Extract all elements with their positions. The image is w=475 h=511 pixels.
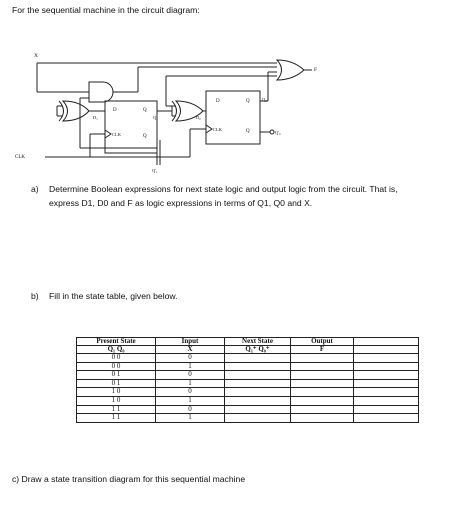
part-b-label: b) [31,291,39,301]
present-state-cell: 1 1 [77,414,156,423]
extra-cell [354,414,419,423]
ff1-d-pin: D [216,99,220,104]
output-cell[interactable] [291,362,354,371]
present-state-cell: 0 0 [77,362,156,371]
header-next-state: Next State [225,338,291,346]
next-state-cell[interactable] [225,354,291,363]
ff0-q-pin: Q [143,108,147,113]
input-cell: 1 [156,396,225,405]
extra-cell [354,354,419,363]
state-table [76,337,419,423]
table-row [77,379,419,388]
problem-prompt: For the sequential machine in the circuit diagram: [12,5,200,15]
output-cell[interactable] [291,405,354,414]
part-b-text: Fill in the state table, given below. [49,291,178,301]
ff0-q-out: Q₁ [153,115,158,120]
part-a-line2: express D1, D0 and F as logic expressions in terms of Q1, Q0 and X. [49,198,313,208]
clk-input-label: CLK [15,155,25,160]
table-row [77,414,419,423]
present-state-cell: 1 0 [77,396,156,405]
output-cell[interactable] [291,379,354,388]
table-row [77,405,419,414]
present-state-cell: 1 0 [77,388,156,397]
next-state-cell[interactable] [225,414,291,423]
subheader-empty [354,346,419,354]
extra-cell [354,371,419,380]
ff0-d-pin: D [113,108,117,113]
table-row [77,362,419,371]
present-state-cell: 0 1 [77,379,156,388]
f-output-label: F [314,67,318,73]
input-cell: 0 [156,354,225,363]
input-cell: 0 [156,388,225,397]
ff0-clk-pin: CLK [112,132,121,137]
x-input-label: X [34,53,38,59]
input-cell: 1 [156,414,225,423]
subheader-next: Q₁⁺ Q₀⁺ [225,346,291,354]
next-state-cell[interactable] [225,396,291,405]
part-a-line1: Determine Boolean expressions for next state logic and output logic from the circuit. That is, [49,184,398,194]
input-cell: 1 [156,379,225,388]
output-cell[interactable] [291,354,354,363]
header-input: Input [156,338,225,346]
ff1-q-pin: Q [246,99,250,104]
extra-cell [354,405,419,414]
subheader-x: X [156,346,225,354]
ff0-d-sub: D₁ [93,115,98,120]
input-cell: 1 [156,362,225,371]
output-cell[interactable] [291,388,354,397]
table-row [77,388,419,397]
ff1-qbar-out: Q'₀ [275,130,281,135]
extra-cell [354,379,419,388]
part-c-text: c) Draw a state transition diagram for this sequential machine [12,474,246,484]
extra-cell [354,362,419,371]
ff1-clk-pin: CLK [213,127,222,132]
header-output: Output [291,338,354,346]
present-state-cell: 0 1 [77,371,156,380]
output-cell[interactable] [291,414,354,423]
table-row [77,354,419,363]
header-empty [354,338,419,346]
output-cell[interactable] [291,371,354,380]
output-cell[interactable] [291,396,354,405]
next-state-cell[interactable] [225,362,291,371]
ff0-qbar-pin: Q [143,134,147,139]
present-state-cell: 1 1 [77,405,156,414]
table-row [77,371,419,380]
next-state-cell[interactable] [225,379,291,388]
ff1-q-out: Q₀ [262,97,267,102]
next-state-cell[interactable] [225,371,291,380]
input-cell: 0 [156,405,225,414]
present-state-cell: 0 0 [77,354,156,363]
circuit-diagram [0,0,475,175]
ff1-qbar-pin: Q [246,129,250,134]
extra-cell [354,388,419,397]
part-a-label: a) [31,184,39,194]
ff1-d-sub: D₀ [196,115,201,120]
input-cell: 0 [156,371,225,380]
header-present-state: Present State [77,338,156,346]
subheader-q1q0: Q₁ Q₀ [77,346,156,354]
subheader-f: F [291,346,354,354]
q1-bar-label: Q'₁ [152,168,158,173]
table-row [77,396,419,405]
next-state-cell[interactable] [225,388,291,397]
extra-cell [354,396,419,405]
next-state-cell[interactable] [225,405,291,414]
